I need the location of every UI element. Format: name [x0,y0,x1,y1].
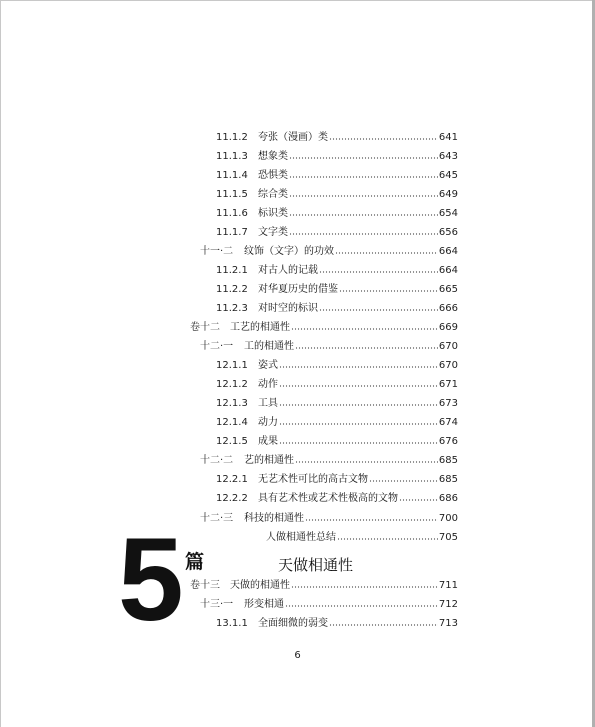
toc-section-entry[interactable] [0,511,458,527]
toc-entry-page: 685 [438,474,458,485]
toc-entry-page: 700 [438,513,458,524]
toc-entry-number: 卷十三 [190,580,220,591]
toc-entry-title: 科技的相通性 [244,513,304,524]
toc-entry[interactable] [0,434,458,450]
toc-dot-leader [337,538,438,540]
toc-entry-title: 人做相通性总结 [266,532,336,543]
toc-entry-number: 十一·二 [200,246,234,257]
toc-entry[interactable] [0,491,458,507]
toc-entry-title: 形变相通 [244,599,284,610]
toc-entry[interactable] [0,616,458,632]
toc-entry[interactable] [0,415,458,431]
toc-entry-number: 11.1.2 [216,132,248,143]
toc-entry-number: 12.2.1 [216,474,248,485]
toc-entry-page: 649 [438,189,458,200]
toc-dot-leader [295,461,438,463]
toc-entry-page: 686 [438,493,458,504]
toc-entry[interactable] [0,530,458,546]
toc-entry-title: 工艺的相通性 [230,322,290,333]
toc-dot-leader [329,624,438,626]
toc-entry[interactable] [0,168,458,184]
toc-entry-number: 12.1.1 [216,360,248,371]
toc-entry-number: 11.1.3 [216,151,248,162]
toc-entry-title: 工的相通性 [244,341,294,352]
toc-entry-title: 全面细微的弱变 [258,618,328,629]
part-title: 天做相通性 [278,556,354,574]
toc-volume-entry[interactable] [0,578,458,594]
toc-dot-leader [279,442,438,444]
toc-entry-page: 645 [438,170,458,181]
toc-entry-page: 656 [438,227,458,238]
toc-section-entry[interactable] [0,453,458,469]
toc-dot-leader [295,347,438,349]
toc-entry-title: 成果 [258,436,278,447]
part-label: 篇 [185,551,205,573]
toc-dot-leader [285,605,438,607]
toc-entry-number: 十三·一 [200,599,234,610]
toc-entry-page: 670 [438,360,458,371]
toc-entry-number: 13.1.1 [216,618,248,629]
toc-section-entry[interactable] [0,244,458,260]
toc-entry-number: 卷十二 [190,322,220,333]
toc-dot-leader [279,404,438,406]
toc-entry-page: 664 [438,246,458,257]
toc-entry-number: 11.1.5 [216,189,248,200]
toc-entry-title: 具有艺术性或艺术性极高的文物 [258,493,398,504]
toc-entry-number: 11.1.4 [216,170,248,181]
toc-entry-number: 十二·二 [200,455,234,466]
toc-volume-entry[interactable] [0,320,458,336]
toc-entry-page: 676 [438,436,458,447]
toc-entry[interactable] [0,396,458,412]
toc-dot-leader [369,480,438,482]
toc-entry-number: 11.2.1 [216,265,248,276]
toc-entry[interactable] [0,377,458,393]
toc-dot-leader [291,328,438,330]
toc-dot-leader [279,366,438,368]
toc-entry-title: 想象类 [258,151,288,162]
toc-entry-page: 641 [438,132,458,143]
toc-entry-title: 动作 [258,379,278,390]
toc-entry-title: 综合类 [258,189,288,200]
toc-entry-page: 713 [438,618,458,629]
toc-dot-leader [289,214,438,216]
toc-entry-title: 标识类 [258,208,288,219]
toc-entry-number: 十二·三 [200,513,234,524]
toc-entry-number: 12.1.2 [216,379,248,390]
toc-entry-page: 654 [438,208,458,219]
toc-entry[interactable] [0,282,458,298]
toc-entry[interactable] [0,472,458,488]
toc-section-entry[interactable] [0,339,458,355]
toc-entry-number: 11.1.6 [216,208,248,219]
toc-entry-title: 天做的相通性 [230,580,290,591]
page-number: 6 [294,650,301,661]
toc-section-entry[interactable] [0,597,458,613]
page-border-top [0,0,595,1]
toc-dot-leader [291,586,438,588]
toc-entry-title: 姿式 [258,360,278,371]
toc-entry-title: 对古人的记载 [258,265,318,276]
toc-dot-leader [319,309,438,311]
toc-entry-page: 673 [438,398,458,409]
toc-entry[interactable] [0,206,458,222]
toc-entry-page: 670 [438,341,458,352]
toc-entry-title: 纹饰（文字）的功效 [244,246,334,257]
toc-entry-title: 恐惧类 [258,170,288,181]
toc-dot-leader [279,385,438,387]
toc-entry-title: 文字类 [258,227,288,238]
toc-entry-number: 11.2.2 [216,284,248,295]
toc-entry-page: 712 [438,599,458,610]
toc-entry-page: 665 [438,284,458,295]
toc-entry-page: 671 [438,379,458,390]
toc-entry-title: 无艺术性可比的高古文物 [258,474,368,485]
toc-entry-page: 705 [438,532,458,543]
toc-dot-leader [399,499,438,501]
toc-dot-leader [279,423,438,425]
toc-entry-number: 12.1.3 [216,398,248,409]
toc-entry-page: 643 [438,151,458,162]
toc-entry-title: 艺的相通性 [244,455,294,466]
toc-entry-page: 674 [438,417,458,428]
toc-entry-title: 动力 [258,417,278,428]
toc-entry-title: 工具 [258,398,278,409]
toc-entry-page: 664 [438,265,458,276]
toc-entry-page: 685 [438,455,458,466]
toc-dot-leader [289,195,438,197]
toc-entry-title: 对时空的标识 [258,303,318,314]
part-number: 5 [118,514,184,646]
toc-dot-leader [305,519,438,521]
toc-dot-leader [335,252,438,254]
toc-dot-leader [339,290,438,292]
toc-entry[interactable] [0,187,458,203]
toc-dot-leader [289,157,438,159]
toc-entry-number: 12.1.5 [216,436,248,447]
toc-entry-number: 12.2.2 [216,493,248,504]
toc-entry-number: 11.2.3 [216,303,248,314]
toc-entry-page: 669 [438,322,458,333]
toc-dot-leader [289,176,438,178]
toc-entry[interactable] [0,130,458,146]
toc-dot-leader [319,271,438,273]
toc-entry-number: 十二·一 [200,341,234,352]
toc-entry-number: 12.1.4 [216,417,248,428]
toc-entry[interactable] [0,301,458,317]
toc-dot-leader [289,233,438,235]
toc-dot-leader [329,138,438,140]
toc-entry[interactable] [0,358,458,374]
toc-entry-number: 11.1.7 [216,227,248,238]
toc-entry[interactable] [0,263,458,279]
toc-entry-title: 对华夏历史的借鉴 [258,284,338,295]
toc-entry-page: 666 [438,303,458,314]
toc-entry-title: 夸张（漫画）类 [258,132,328,143]
toc-entry-page: 711 [438,580,458,591]
toc-entry[interactable] [0,225,458,241]
toc-entry[interactable] [0,149,458,165]
